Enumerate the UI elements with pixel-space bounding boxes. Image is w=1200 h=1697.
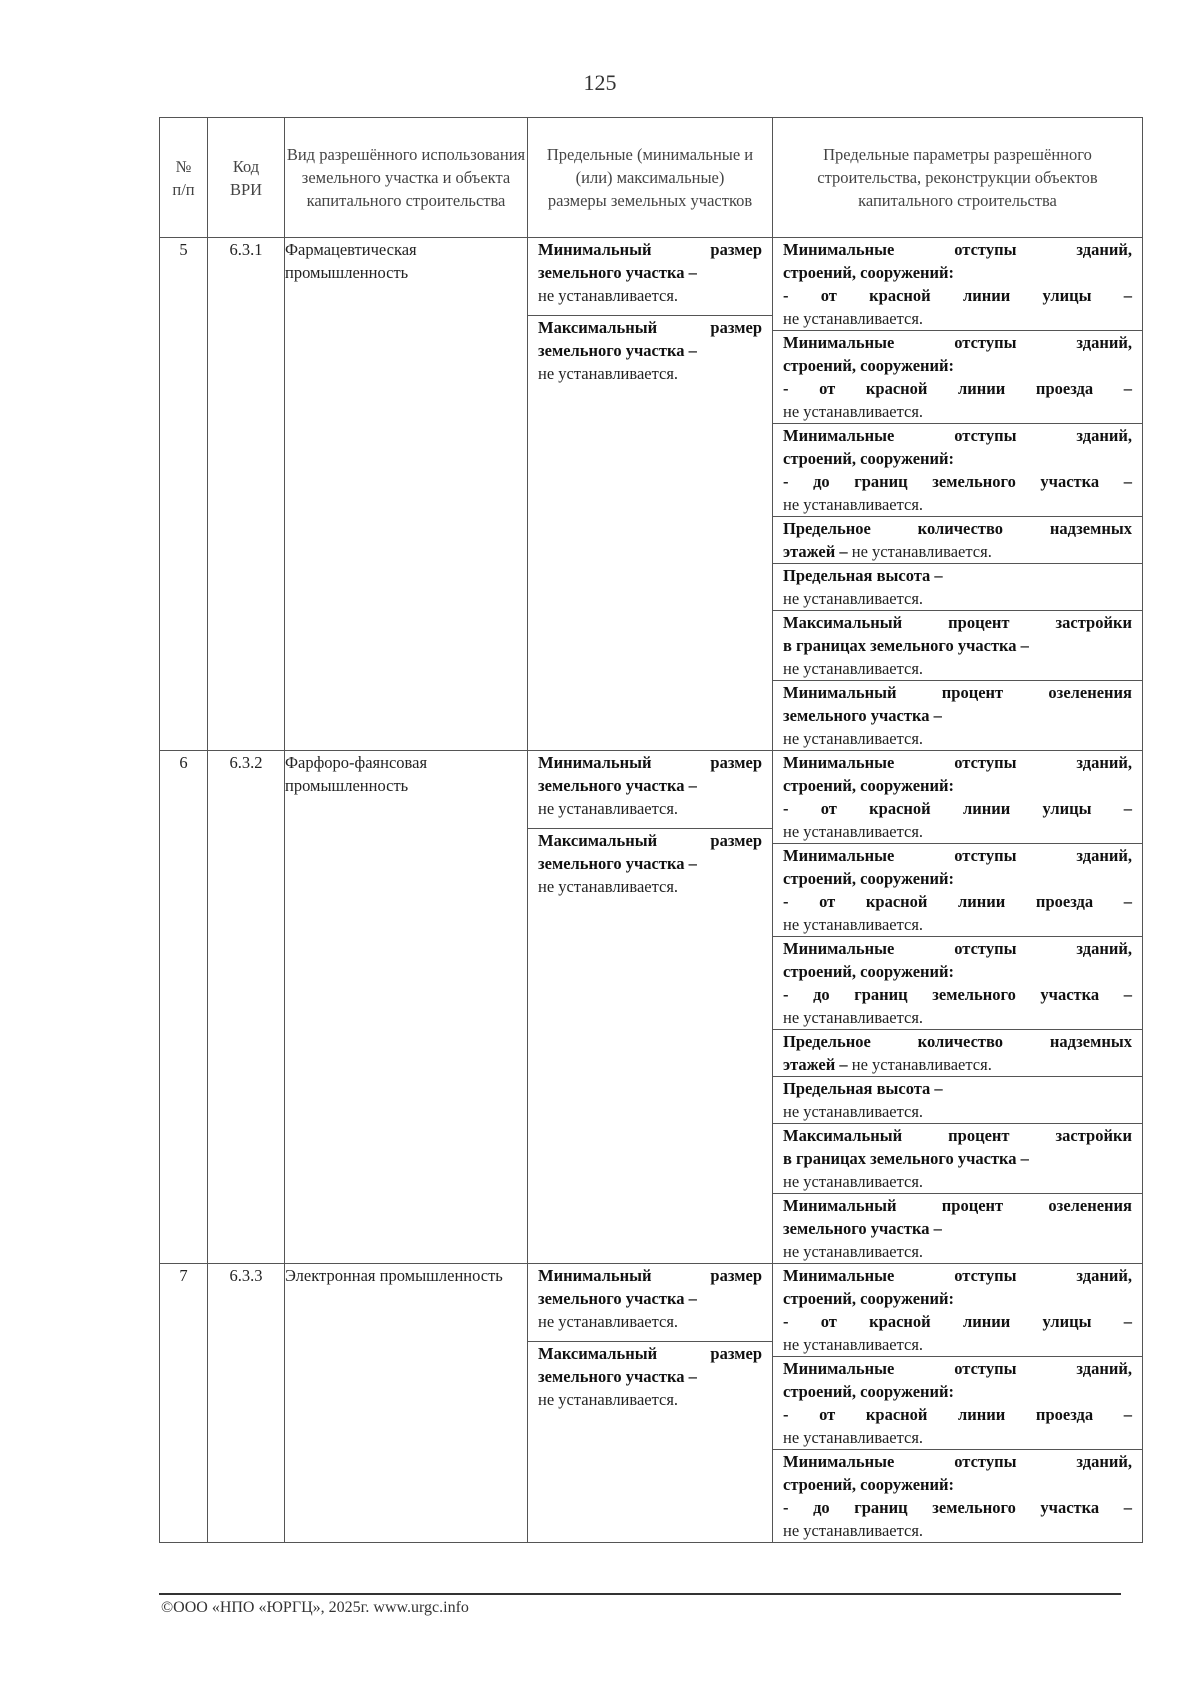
item-direction: - от красной линии улицы –: [783, 1312, 1132, 1331]
item-direction: - от красной линии улицы –: [783, 799, 1132, 818]
build-params-cell: [773, 751, 1143, 1264]
row-code: 6.3.2: [208, 751, 285, 1264]
size-limits-cell: [528, 751, 773, 1264]
build-params-item: [773, 517, 1142, 564]
size-limits-cell: [528, 238, 773, 751]
item-value: не устанавливается.: [538, 1312, 679, 1331]
item-value: не устанавливается.: [783, 1008, 924, 1027]
item-direction: - до границ земельного участка –: [783, 472, 1132, 491]
build-params-item: [773, 1124, 1142, 1194]
item-heading-cont: строений, сооружений:: [783, 356, 955, 375]
build-params-item: [773, 1264, 1142, 1357]
item-heading-cont: строений, сооружений:: [783, 869, 955, 888]
item-heading: Минимальные отступы зданий,: [783, 240, 1132, 259]
build-params-item: [773, 1450, 1142, 1542]
item-direction: - до границ земельного участка –: [783, 985, 1132, 1004]
item-value: не устанавливается.: [538, 799, 679, 818]
build-params-cell: [773, 238, 1143, 751]
item-value: не устанавливается.: [847, 1055, 992, 1074]
item-heading-cont: строений, сооружений:: [783, 1382, 955, 1401]
header-params: Предельные параметры разрешённого строительства, реконструкции объектов капитального строительства: [773, 118, 1143, 238]
header-code: Код ВРИ: [208, 118, 285, 238]
build-params-item: [773, 1077, 1142, 1124]
footer-copyright: ©ООО «НПО «ЮРГЦ», 2025г. www.urgc.info: [161, 1599, 469, 1616]
build-params-item: [773, 1194, 1142, 1263]
item-heading-cont: земельного участка –: [783, 1219, 942, 1238]
item-heading-cont: этажей –: [783, 542, 848, 561]
page-number: 125: [583, 70, 617, 95]
build-params-cell: [773, 1264, 1143, 1543]
item-heading-cont: строений, сооружений:: [783, 263, 955, 282]
item-value: не устанавливается.: [783, 915, 924, 934]
item-value: не устанавливается.: [783, 822, 924, 841]
table-row: [160, 1264, 1143, 1543]
size-limits-item: [528, 1264, 772, 1342]
item-direction: - от красной линии улицы –: [783, 286, 1132, 305]
item-heading: Максимальный размер: [538, 318, 762, 337]
size-limits-item: [528, 1342, 772, 1419]
header-kind: Вид разрешённого использования земельного участка и объекта капитального строительства: [285, 118, 528, 238]
item-heading: Максимальный процент застройки: [783, 613, 1132, 632]
item-value: не устанавливается.: [538, 286, 679, 305]
item-value: не устанавливается.: [783, 402, 924, 421]
row-code: 6.3.1: [208, 238, 285, 751]
item-heading-cont: земельного участка –: [538, 1289, 697, 1308]
item-heading-cont: строений, сооружений:: [783, 776, 955, 795]
row-number: 5: [160, 238, 208, 751]
row-code: 6.3.3: [208, 1264, 285, 1543]
item-heading: Минимальные отступы зданий,: [783, 1266, 1132, 1285]
item-value: не устанавливается.: [783, 1335, 924, 1354]
build-params-item: [773, 331, 1142, 424]
item-heading: Минимальные отступы зданий,: [783, 846, 1132, 865]
item-heading: Минимальные отступы зданий,: [783, 939, 1132, 958]
item-heading-cont: в границах земельного участка –: [783, 1149, 1029, 1168]
item-value: не устанавливается.: [783, 495, 924, 514]
item-value: не устанавливается.: [538, 877, 679, 896]
item-heading: Максимальный процент застройки: [783, 1126, 1132, 1145]
table-header-row: [160, 118, 1143, 238]
item-heading-cont: строений, сооружений:: [783, 962, 955, 981]
table-row: [160, 238, 1143, 751]
size-limits-item: [528, 751, 772, 829]
item-heading-cont: земельного участка –: [783, 706, 942, 725]
item-value: не устанавливается.: [538, 364, 679, 383]
item-direction: - от красной линии проезда –: [783, 1405, 1132, 1424]
header-sizes: Предельные (минимальные и (или) максимальные) размеры земельных участков: [528, 118, 773, 238]
item-value: не устанавливается.: [783, 729, 924, 748]
build-params-item: [773, 564, 1142, 611]
row-kind: Электронная промышленность: [285, 1264, 528, 1543]
item-heading-cont: в границах земельного участка –: [783, 636, 1029, 655]
item-direction: - от красной линии проезда –: [783, 892, 1132, 911]
item-heading: Минимальный размер: [538, 240, 762, 259]
item-value: не устанавливается.: [783, 1428, 924, 1447]
build-params-item: [773, 424, 1142, 517]
row-kind: Фармацевтическая промышленность: [285, 238, 528, 751]
size-limits-item: [528, 316, 772, 393]
row-number: 6: [160, 751, 208, 1264]
item-heading: Минимальные отступы зданий,: [783, 1359, 1132, 1378]
size-limits-item: [528, 829, 772, 906]
row-kind: Фарфоро-фаянсовая промышленность: [285, 751, 528, 1264]
item-heading-cont: этажей –: [783, 1055, 848, 1074]
item-value: не устанавливается.: [783, 309, 924, 328]
build-params-item: [773, 937, 1142, 1030]
item-value: не устанавливается.: [783, 1242, 924, 1261]
item-heading: Максимальный размер: [538, 831, 762, 850]
item-heading: Минимальный размер: [538, 1266, 762, 1285]
item-heading: Предельная высота –: [783, 1079, 943, 1098]
item-value: не устанавливается.: [538, 1390, 679, 1409]
item-heading-cont: строений, сооружений:: [783, 449, 955, 468]
item-heading-cont: строений, сооружений:: [783, 1289, 955, 1308]
item-heading-cont: земельного участка –: [538, 1367, 697, 1386]
item-heading-cont: земельного участка –: [538, 776, 697, 795]
build-params-item: [773, 751, 1142, 844]
item-heading-cont: строений, сооружений:: [783, 1475, 955, 1494]
item-heading: Предельное количество надземных: [783, 519, 1132, 538]
row-number: 7: [160, 1264, 208, 1543]
item-heading-cont: земельного участка –: [538, 854, 697, 873]
build-params-item: [773, 844, 1142, 937]
item-direction: - от красной линии проезда –: [783, 379, 1132, 398]
item-value: не устанавливается.: [783, 659, 924, 678]
item-value: не устанавливается.: [783, 1172, 924, 1191]
item-heading-cont: земельного участка –: [538, 341, 697, 360]
item-heading: Минимальный процент озеленения: [783, 1196, 1132, 1215]
item-heading: Предельная высота –: [783, 566, 943, 585]
footer-divider: [159, 1593, 1121, 1595]
header-num: № п/п: [160, 118, 208, 238]
item-heading: Предельное количество надземных: [783, 1032, 1132, 1051]
build-params-item: [773, 1030, 1142, 1077]
item-direction: - до границ земельного участка –: [783, 1498, 1132, 1517]
build-params-item: [773, 1357, 1142, 1450]
build-params-item: [773, 611, 1142, 681]
item-heading: Максимальный размер: [538, 1344, 762, 1363]
item-heading: Минимальные отступы зданий,: [783, 333, 1132, 352]
item-heading: Минимальные отступы зданий,: [783, 1452, 1132, 1471]
item-value: не устанавливается.: [783, 589, 924, 608]
item-value: не устанавливается.: [783, 1102, 924, 1121]
item-heading: Минимальный процент озеленения: [783, 683, 1132, 702]
item-value: не устанавливается.: [847, 542, 992, 561]
table-row: [160, 751, 1143, 1264]
item-heading: Минимальный размер: [538, 753, 762, 772]
item-value: не устанавливается.: [783, 1521, 924, 1540]
size-limits-cell: [528, 1264, 773, 1543]
vri-table: [159, 117, 1143, 1543]
build-params-item: [773, 681, 1142, 750]
item-heading-cont: земельного участка –: [538, 263, 697, 282]
build-params-item: [773, 238, 1142, 331]
item-heading: Минимальные отступы зданий,: [783, 426, 1132, 445]
size-limits-item: [528, 238, 772, 316]
item-heading: Минимальные отступы зданий,: [783, 753, 1132, 772]
